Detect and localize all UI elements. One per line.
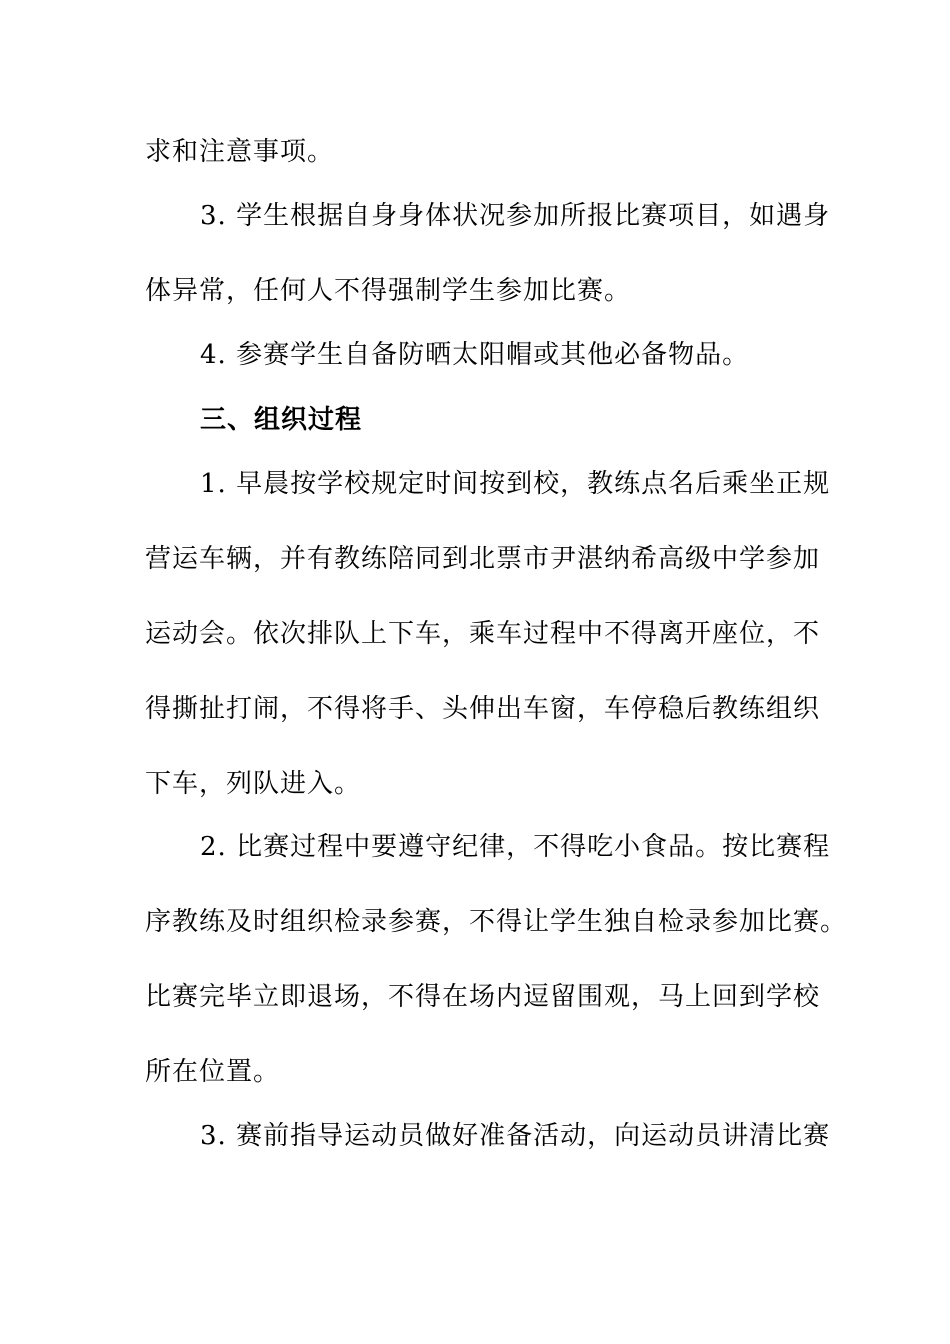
list-item-3-line-1: 3. 学生根据自身身体状况参加所报比赛项目，如遇身 <box>200 201 831 231</box>
process-item-2-line-1: 2. 比赛过程中要遵守纪律，不得吃小食品。按比赛程 <box>200 832 831 862</box>
process-item-1-line-4: 得撕扯打闹，不得将手、头伸出车窗，车停稳后教练组织 <box>145 694 821 724</box>
process-item-1-line-3: 运动会。依次排队上下车，乘车过程中不得离开座位，不 <box>145 619 821 649</box>
process-item-1-line-1: 1. 早晨按学校规定时间按到校，教练点名后乘坐正规 <box>200 469 831 499</box>
list-item-4: 4. 参赛学生自备防晒太阳帽或其他必备物品。 <box>200 340 750 370</box>
section-heading: 三、组织过程 <box>200 405 363 435</box>
list-item-3-line-2: 体异常，任何人不得强制学生参加比赛。 <box>145 276 632 306</box>
process-item-2-line-2: 序教练及时组织检录参赛，不得让学生独自检录参加比赛。 <box>145 907 848 937</box>
process-item-3-line-1: 3. 赛前指导运动员做好准备活动，向运动员讲清比赛 <box>200 1121 831 1151</box>
paragraph-line: 求和注意事项。 <box>145 137 335 167</box>
process-item-1-line-2: 营运车辆，并有教练陪同到北票市尹湛纳希高级中学参加 <box>145 544 821 574</box>
process-item-1-line-5: 下车，列队进入。 <box>145 769 362 799</box>
process-item-2-line-3: 比赛完毕立即退场，不得在场内逗留围观，马上回到学校 <box>145 982 821 1012</box>
process-item-2-line-4: 所在位置。 <box>145 1057 281 1087</box>
